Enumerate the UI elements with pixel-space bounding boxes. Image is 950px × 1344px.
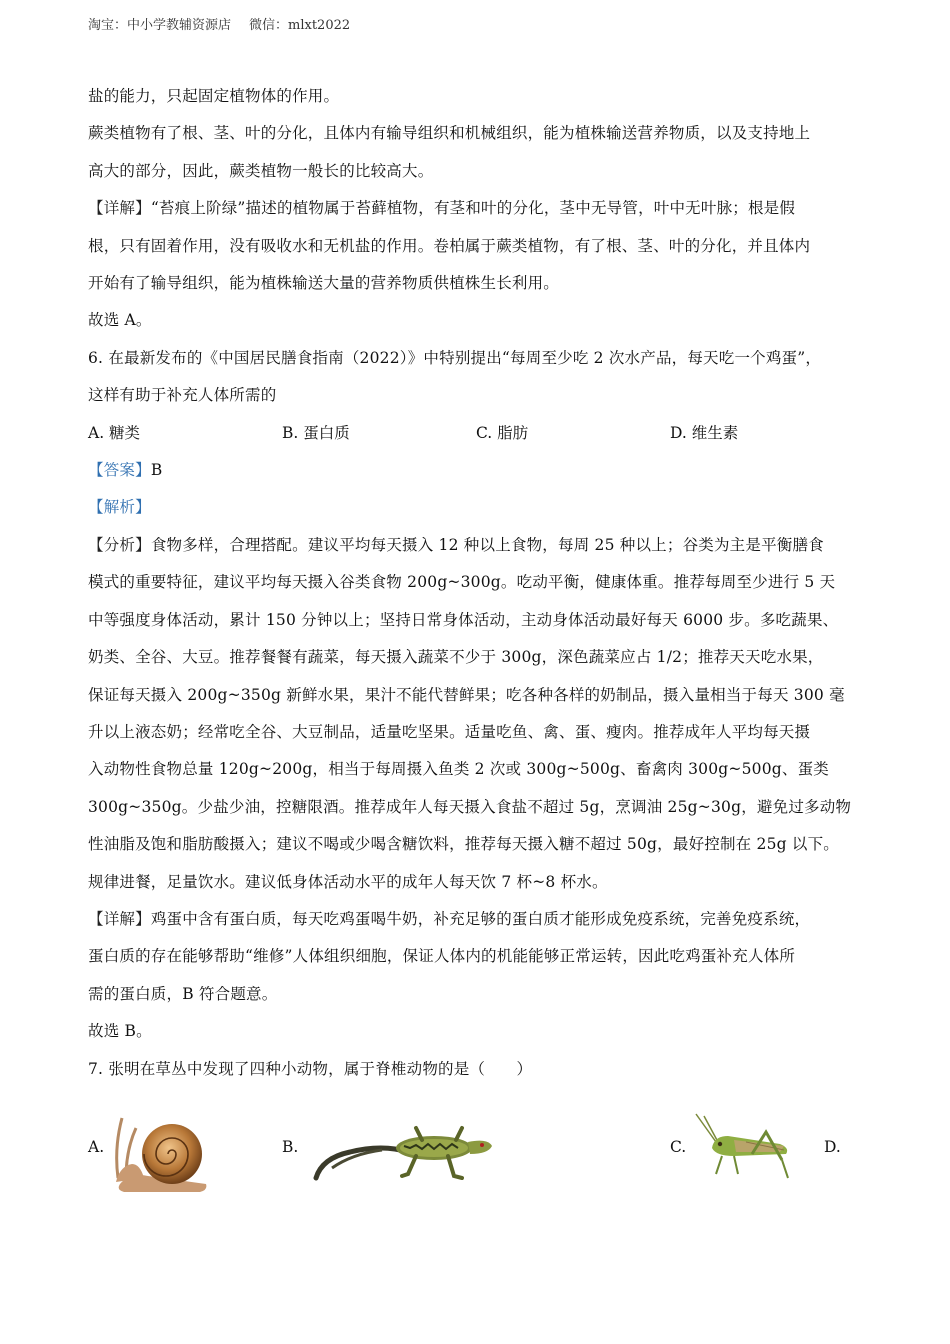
question-6-options	[88, 415, 868, 452]
analysis-line: 中等强度身体活动，累计 150 分钟以上；坚持日常身体活动，主动身体活动最好每天 6000 步。多吃蔬果、	[88, 610, 839, 629]
document-body	[88, 78, 868, 1196]
text-line: 盐的能力，只起固定植物体的作用。	[88, 87, 340, 105]
analysis-line: 【分析】食物多样，合理搭配。建议平均每天摄入 12 种以上食物，每周 25 种以上；谷类为主是平衡膳食	[88, 535, 824, 554]
detail-line: 【详解】鸡蛋中含有蛋白质，每天吃鸡蛋喝牛奶，补充足够的蛋白质才能形成免疫系统，完善免疫系统，	[88, 909, 811, 928]
question-7-stem: 7. 张明在草丛中发现了四种小动物，属于脊椎动物的是（ ）	[88, 1059, 533, 1078]
answer-value: B	[150, 461, 163, 480]
analysis-line: 奶类、全谷、大豆。推荐餐餐有蔬菜，每天摄入蔬菜不少于 300g，深色蔬菜应占 1/2；推荐天天吃水果，	[88, 648, 824, 667]
header-shop: 淘宝：中小学教辅资源店	[88, 18, 232, 33]
detail-tag: 【详解】	[88, 199, 151, 218]
detail-tag: 【详解】	[88, 909, 151, 928]
question-6-stem: 6. 在最新发布的《中国居民膳食指南（2022）》中特别提出“每周至少吃 2 次水产品，每天吃一个鸡蛋”，	[88, 348, 822, 367]
image-label-c: C.	[670, 1137, 687, 1156]
analysis-line: 升以上液态奶；经常吃全谷、大豆制品，适量吃坚果。适量吃鱼、禽、蛋、瘦肉。推荐成年人平均每天摄	[88, 722, 811, 741]
detail-line: 蛋白质的存在能够帮助“维修”人体组织细胞，保证人体内的机能能够正常运转，因此吃鸡蛋补充人体所	[88, 947, 796, 966]
lizard-image	[312, 1118, 494, 1190]
detail-line: 需的蛋白质，B 符合题意。	[88, 984, 278, 1003]
image-label-b: B.	[282, 1137, 299, 1156]
analysis-tag: 【分析】	[88, 535, 151, 554]
answer-line	[88, 452, 868, 489]
image-label-d: D.	[824, 1137, 841, 1156]
analysis-line: 300g~350g。少盐少油，控糖限酒。推荐成年人每天摄入食盐不超过 5g，烹调油 25g~30g，避免过多动物	[88, 797, 852, 816]
option-b: B. 蛋白质	[282, 423, 350, 442]
page-header	[88, 14, 350, 33]
option-d: D. 维生素	[670, 423, 739, 442]
analysis-line: 性油脂及饱和脂肪酸摄入；建议不喝或少喝含糖饮料，推荐每天摄入糖不超过 50g，最好控制在 25g 以下。	[88, 835, 839, 854]
grasshopper-image	[694, 1112, 794, 1188]
analysis-line: 模式的重要特征，建议平均每天摄入谷类食物 200g~300g。吃动平衡，健康体重。推荐每周至少进行 5 天	[88, 573, 836, 592]
answer-line: 故选 A。	[88, 311, 152, 330]
option-c: C. 脂肪	[476, 423, 529, 442]
question-7-images	[88, 1106, 868, 1196]
image-label-a: A.	[88, 1137, 105, 1156]
snail-image	[110, 1108, 210, 1194]
answer-tag: 【答案】	[88, 461, 151, 480]
answer-line: 故选 B。	[88, 1022, 152, 1041]
header-wechat: 微信：mlxt2022	[249, 18, 351, 33]
text-line: 根，只有固着作用，没有吸收水和无机盐的作用。卷柏属于蕨类植物，有了根、茎、叶的分化，并且体内	[88, 236, 811, 255]
jiexi-tag: 【解析】	[88, 498, 151, 517]
text-line: 蕨类植物有了根、茎、叶的分化，且体内有输导组织和机械组织，能为植株输送营养物质，以及支持地上	[88, 124, 811, 143]
text-line: 【详解】“苔痕上阶绿”描述的植物属于苔藓植物，有茎和叶的分化，茎中无导管，叶中无叶脉；根是假	[88, 199, 796, 218]
analysis-line: 入动物性食物总量 120g~200g，相当于每周摄入鱼类 2 次或 300g~500g、畜禽肉 300g~500g、蛋类	[88, 760, 830, 779]
text-line: 开始有了输导组织，能为植株输送大量的营养物质供植株生长利用。	[88, 274, 560, 293]
question-6-stem: 这样有助于补充人体所需的	[88, 386, 277, 405]
analysis-line: 规律进餐，足量饮水。建议低身体活动水平的成年人每天饮 7 杯~8 杯水。	[88, 872, 608, 891]
option-a: A. 糖类	[88, 423, 141, 442]
text-line: 高大的部分，因此，蕨类植物一般长的比较高大。	[88, 161, 434, 180]
analysis-line: 保证每天摄入 200g~350g 新鲜水果，果汁不能代替鲜果；吃各种各样的奶制品，摄入量相当于每天 300 毫	[88, 685, 845, 704]
